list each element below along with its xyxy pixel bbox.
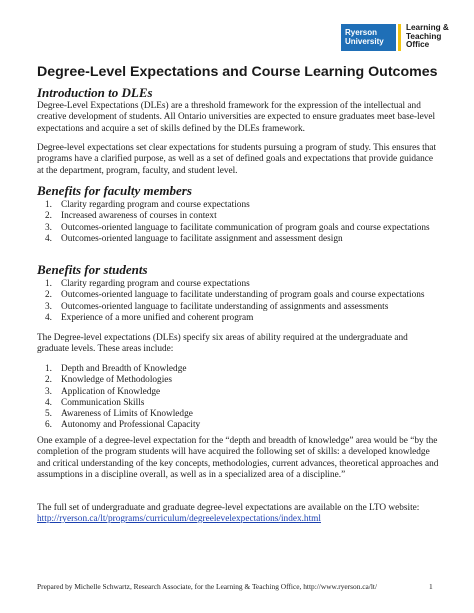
list-item (37, 387, 437, 398)
list-item-number: 3. (45, 301, 52, 312)
list-item (37, 313, 437, 324)
faculty-benefits-heading: Benefits for faculty members (37, 183, 192, 198)
list-item (37, 364, 437, 375)
logo-text-teaching: Teaching (406, 31, 442, 41)
logo-text-office: Office (406, 40, 430, 49)
list-item-number: 4. (45, 312, 52, 323)
intro-heading: Introduction to DLEs (37, 85, 153, 100)
list-item-text: Outcomes-oriented language to facilitate communication of program goals and course expectations (61, 222, 430, 233)
logo-line-university: University (345, 37, 384, 46)
list-item (37, 200, 437, 211)
logo-accent-bar (398, 24, 401, 51)
student-benefits-heading: Benefits for students (37, 262, 148, 277)
list-item-text: Increased awareness of courses in context (61, 211, 217, 222)
list-item-number: 3. (45, 222, 52, 233)
list-item-text: Communication Skills (61, 397, 145, 408)
list-item-text: Experience of a more unified and coherent program (61, 312, 254, 323)
logo-text-learning: Learning & (406, 23, 449, 32)
list-item (37, 211, 437, 222)
ryerson-university-logo-box (341, 24, 396, 51)
ryerson-lto-logo (341, 24, 449, 51)
list-item-text: Application of Knowledge (61, 386, 161, 397)
list-item-number: 1. (45, 200, 52, 210)
list-item-number: 2. (45, 375, 52, 386)
list-item (37, 375, 437, 386)
list-item-number: 2. (45, 211, 52, 222)
logo-office-name (406, 24, 449, 50)
list-item-text: Knowledge of Methodologies (61, 375, 173, 386)
example-paragraph: One example of a degree-level expectation for the “depth and breadth of knowledge” area would be “by the completion of the program students will have acquired the following set of skills: a developed knowledge and critical understanding of the key concepts, methodologies, current advances, theoretical approaches and assumptions in a discipline overall, as well as in a specialized area of a discipline.” (37, 436, 439, 480)
list-item (37, 279, 437, 290)
areas-list (37, 364, 437, 432)
list-item-number: 4. (45, 233, 52, 244)
areas-intro-paragraph: The Degree-level expectations (DLEs) specify six areas of ability required at the undergraduate and graduate levels. These areas include: (37, 333, 408, 355)
page-number: 1 (429, 582, 433, 591)
list-item-text: Clarity regarding program and course expectations (61, 279, 250, 289)
list-item (37, 234, 437, 245)
list-item (37, 420, 437, 431)
intro-paragraph-1: Degree-Level Expectations (DLEs) are a threshold framework for the expression of the intellectual and creative development of students. All Ontario universities are expected to ensure graduates meet base-level expectations and acquire a set of skills defined by the DLEs framework. (37, 101, 436, 134)
list-item-number: 5. (45, 409, 52, 420)
list-item (37, 398, 437, 409)
list-item-number: 1. (45, 364, 52, 374)
list-item (37, 302, 437, 313)
list-item-text: Outcomes-oriented language to facilitate understanding of program goals and course expectations (61, 290, 425, 301)
list-item-number: 1. (45, 279, 52, 289)
student-benefits-list (37, 279, 437, 324)
list-item-text: Outcomes-oriented language to facilitate understanding of assignments and assessments (61, 301, 389, 312)
list-item-text: Outcomes-oriented language to facilitate assignment and assessment design (61, 233, 343, 244)
list-item-number: 2. (45, 290, 52, 301)
list-item-text: Depth and Breadth of Knowledge (61, 364, 187, 374)
list-item-text: Awareness of Limits of Knowledge (61, 409, 193, 420)
list-item-number: 4. (45, 397, 52, 408)
logo-line-ryerson: Ryerson (345, 28, 378, 37)
page-title: Degree-Level Expectations and Course Learning Outcomes (37, 64, 438, 80)
intro-paragraph-2: Degree-level expectations set clear expectations for students pursuing a program of study. This ensures that programs have a clarified purpose, as well as a set of defined goals and expectations that provide guidance at the department, program, faculty, and student level. (37, 143, 437, 176)
page-footer: Prepared by Michelle Schwartz, Research Associate, for the Learning & Teaching Office, http://www.ryerson.ca/lt/ (37, 582, 378, 591)
list-item-text: Clarity regarding program and course expectations (61, 200, 250, 210)
lto-website-link[interactable]: http://ryerson.ca/lt/programs/curriculum/degreelevelexpectations/index.html (37, 514, 321, 524)
list-item (37, 290, 437, 301)
faculty-benefits-list (37, 200, 437, 245)
list-item (37, 409, 437, 420)
full-set-paragraph: The full set of undergraduate and graduate degree-level expectations are available on the LTO website: (37, 503, 420, 513)
list-item-text: Autonomy and Professional Capacity (61, 420, 201, 431)
list-item (37, 223, 437, 234)
list-item-number: 3. (45, 386, 52, 397)
list-item-number: 6. (45, 420, 52, 431)
